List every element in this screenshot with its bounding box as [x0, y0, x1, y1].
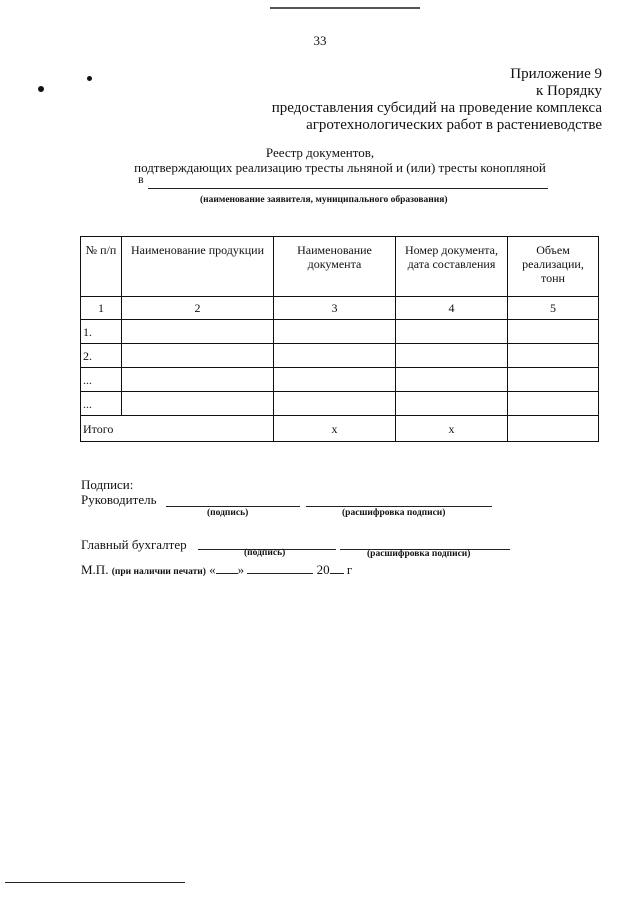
row-number: 2. — [81, 344, 122, 368]
table-cell — [274, 344, 396, 368]
table-cell — [122, 368, 274, 392]
register-subtitle: подтверждающих реализацию тресты льняной и (или) тресты конопляной — [134, 160, 546, 175]
table-cell — [122, 392, 274, 416]
appendix-title-line1: предоставления субсидий на проведение комплекса — [271, 100, 602, 116]
row-number: ... — [81, 368, 122, 392]
table-cell — [508, 392, 599, 416]
register-table — [80, 236, 599, 442]
table-cell — [274, 368, 396, 392]
column-number: 2 — [122, 297, 274, 320]
head-decode-line — [306, 505, 492, 507]
signatures-heading: Подписи: — [81, 477, 134, 492]
stamp-note: (при наличии печати) — [111, 567, 206, 577]
bullet-mark — [87, 76, 92, 81]
stamp-label: М.П. — [81, 562, 109, 577]
head-sign-caption: (подпись) — [207, 508, 249, 518]
header-cell: Номер документа, дата составления — [396, 237, 508, 297]
column-number: 5 — [508, 297, 599, 320]
row-number: 1. — [81, 320, 122, 344]
accountant-decode-caption: (расшифровка подписи) — [367, 549, 471, 559]
year-blank — [330, 573, 344, 574]
header-scan-line — [270, 7, 420, 9]
month-blank — [247, 573, 313, 574]
applicant-line — [148, 187, 548, 189]
stamp-date-line — [81, 562, 352, 578]
year-suffix: г — [346, 562, 353, 577]
appendix-number: Приложение 9 — [510, 66, 602, 82]
day-blank — [216, 573, 238, 574]
register-title: Реестр документов, — [265, 145, 375, 160]
table-cell — [274, 320, 396, 344]
appendix-ref: к Порядку — [536, 83, 602, 99]
table-cell — [122, 320, 274, 344]
accountant-sign-caption: (подпись) — [244, 548, 286, 558]
accountant-label: Главный бухгалтер — [81, 537, 187, 552]
appendix-title-line2: агротехнологических работ в растениеводстве — [306, 117, 602, 133]
table-cell — [396, 320, 508, 344]
table-row — [81, 320, 599, 344]
total-label: Итого — [81, 416, 274, 442]
column-number: 4 — [396, 297, 508, 320]
table-cell — [122, 344, 274, 368]
total-mark: x — [274, 416, 396, 442]
date-close-quote: » — [237, 562, 245, 577]
table-row — [81, 392, 599, 416]
bullet-mark — [38, 86, 44, 92]
head-decode-caption: (расшифровка подписи) — [342, 508, 446, 518]
column-number: 3 — [274, 297, 396, 320]
total-row — [81, 416, 599, 442]
table-cell — [508, 344, 599, 368]
head-label: Руководитель — [81, 492, 157, 507]
header-cell: Наименование документа — [274, 237, 396, 297]
table-cell — [508, 416, 599, 442]
header-cell: № п/п — [81, 237, 122, 297]
footnote-separator — [5, 882, 185, 883]
table-cell — [396, 368, 508, 392]
table-row — [81, 368, 599, 392]
applicant-prefix: в — [138, 172, 144, 186]
table-cell — [396, 392, 508, 416]
date-open-quote: « — [209, 562, 216, 577]
column-number-row — [81, 297, 599, 320]
table-row — [81, 344, 599, 368]
column-number: 1 — [81, 297, 122, 320]
applicant-caption: (наименование заявителя, муниципального образования) — [200, 195, 448, 205]
header-cell: Наименование продукции — [122, 237, 274, 297]
head-signature-line — [166, 505, 300, 507]
table-cell — [274, 392, 396, 416]
page-number: 33 — [313, 33, 327, 48]
row-number: ... — [81, 392, 122, 416]
table-cell — [508, 368, 599, 392]
year-prefix: 20 — [316, 562, 330, 577]
table-cell — [508, 320, 599, 344]
table-cell — [396, 344, 508, 368]
table-header-row — [81, 237, 599, 297]
header-cell: Объем реализации, тонн — [508, 237, 599, 297]
total-mark: x — [396, 416, 508, 442]
